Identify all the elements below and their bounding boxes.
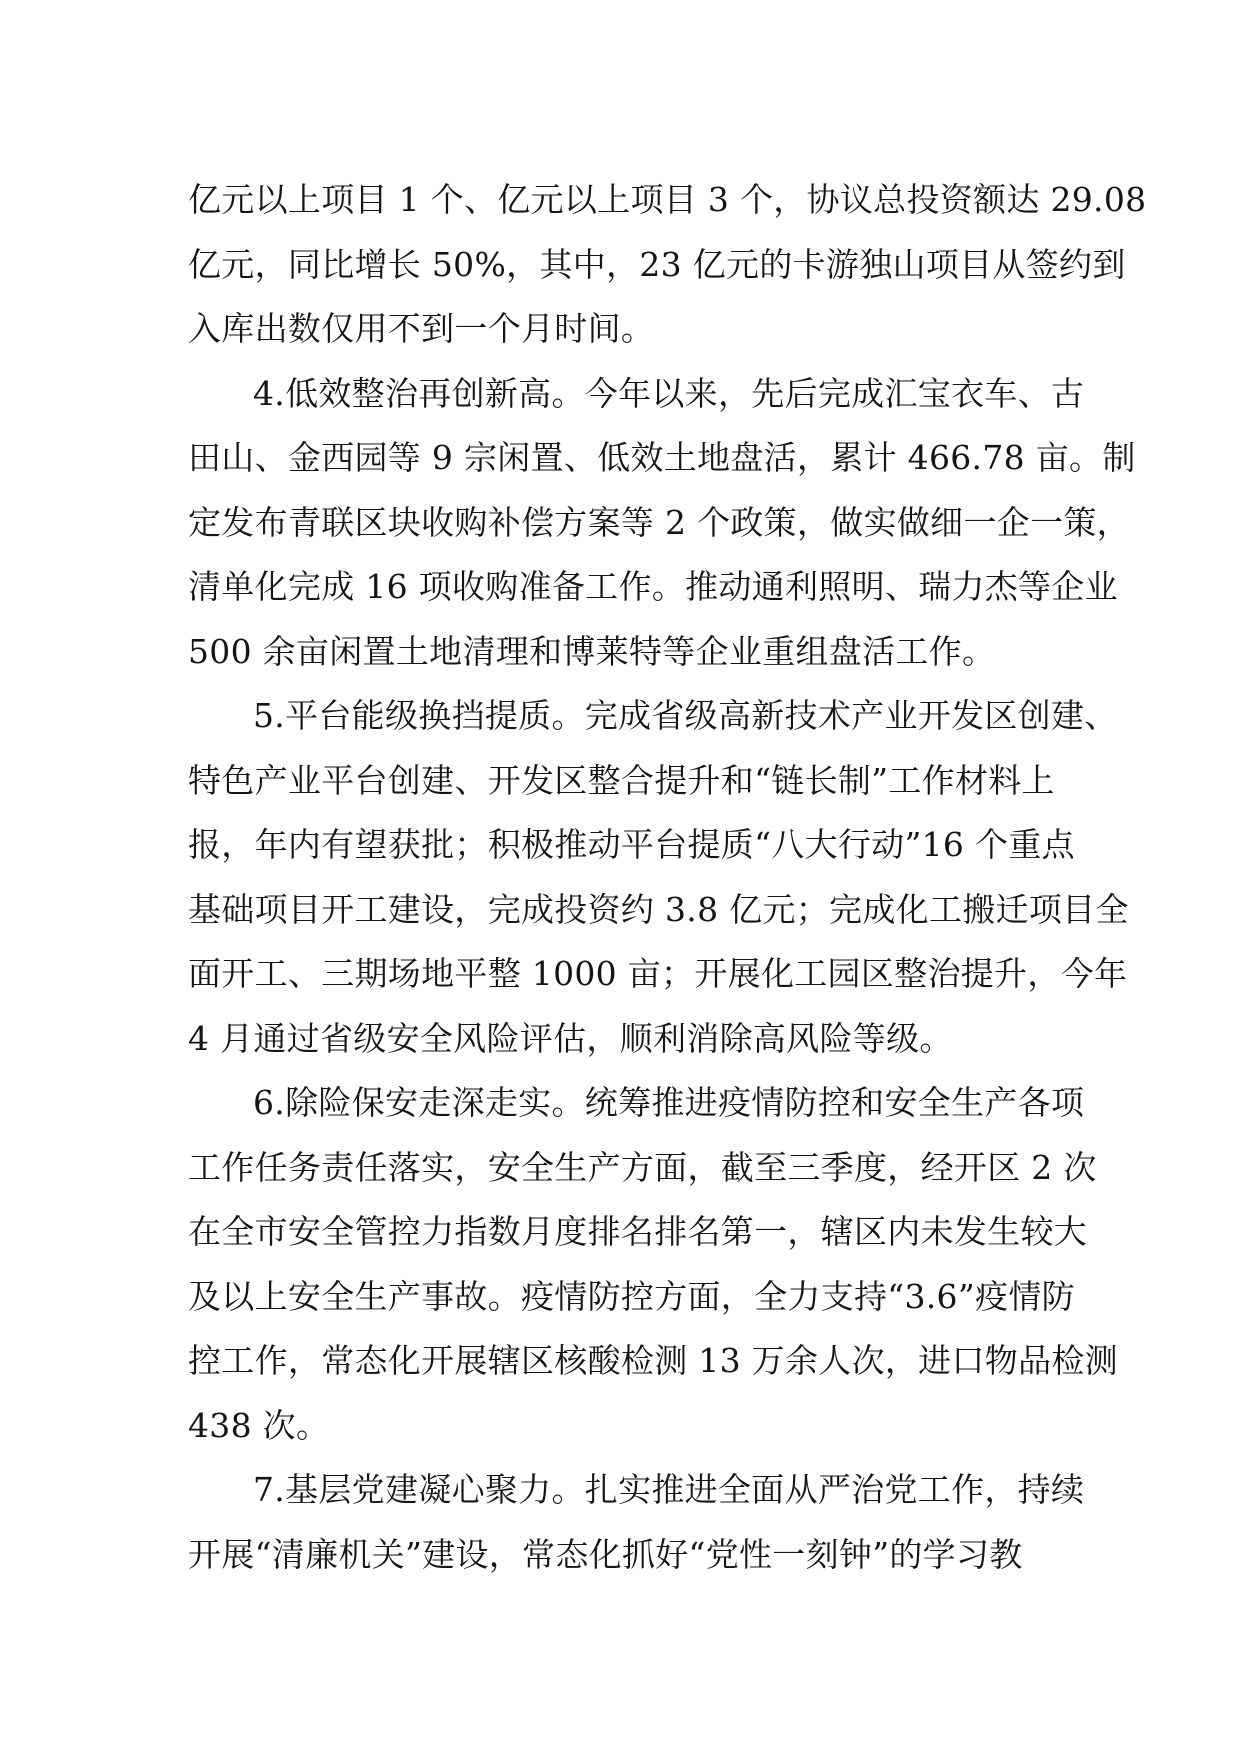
- paragraph-5-heading-line: 5.平台能级换挡提质。完成省级高新技术产业开发区创建、: [253, 696, 1118, 735]
- paragraph-7-heading-line: 7.基层党建凝心聚力。扎实推进全面从严治党工作，持续: [253, 1470, 1085, 1509]
- text-line: 基础项目开工建设，完成投资约 3.8 亿元；完成化工搬迁项目全: [188, 889, 1129, 929]
- text-line: 4 月通过省级安全风险评估，顺利消除高风险等级。: [188, 1018, 953, 1058]
- text-line: 亿元以上项目 1 个、亿元以上项目 3 个，协议总投资额达 29.08: [188, 180, 1147, 219]
- text-line: 500 余亩闲置土地清理和博莱特等企业重组盘活工作。: [188, 631, 996, 671]
- text-line: 面开工、三期场地平整 1000 亩；开展化工园区整治提升，今年: [188, 954, 1128, 993]
- paragraph-6-heading-line: 6.除险保安走深走实。统筹推进疫情防控和安全生产各项: [253, 1083, 1085, 1122]
- text-line: 清单化完成 16 项收购准备工作。推动通利照明、瑞力杰等企业: [188, 567, 1118, 606]
- paragraph-4-heading-line: 4.低效整治再创新高。今年以来，先后完成汇宝衣车、古: [253, 373, 1085, 413]
- text-line: 亿元，同比增长 50%，其中，23 亿元的卡游独山项目从签约到: [188, 244, 1126, 284]
- text-line: 工作任务责任落实，安全生产方面，截至三季度，经开区 2 次: [188, 1147, 1097, 1187]
- body-text: [188, 168, 1147, 1587]
- text-line: 定发布青联区块收购补偿方案等 2 个政策，做实做细一企一策，: [188, 502, 1130, 542]
- text-line: 438 次。: [188, 1405, 330, 1445]
- text-line: 及以上安全生产事故。疫情防控方面，全力支持“3.6”疫情防: [188, 1276, 1075, 1316]
- text-line: 入库出数仅用不到一个月时间。: [188, 309, 655, 348]
- text-line: 控工作，常态化开展辖区核酸检测 13 万余人次，进口物品检测: [188, 1341, 1118, 1380]
- text-line: 在全市安全管控力指数月度排名排名第一，辖区内未发生较大: [188, 1212, 1088, 1251]
- text-line: 报，年内有望获批；积极推动平台提质“八大行动”16 个重点: [188, 825, 1075, 864]
- text-line: 开展“清廉机关”建设，常态化抓好“党性一刻钟”的学习教: [188, 1534, 1023, 1574]
- text-line: 特色产业平台创建、开发区整合提升和“链长制”工作材料上: [188, 760, 1055, 800]
- text-line: 田山、金西园等 9 宗闲置、低效土地盘活，累计 466.78 亩。制: [188, 438, 1136, 477]
